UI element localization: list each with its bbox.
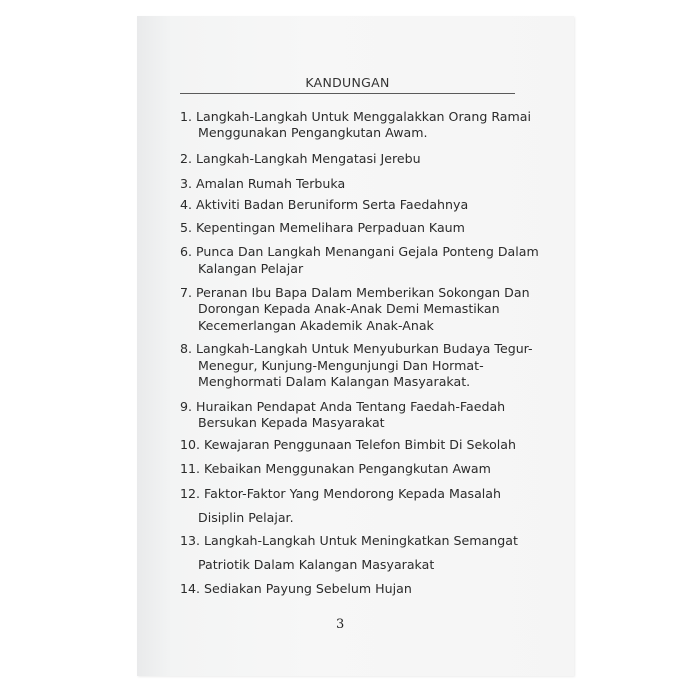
page-number: 3 <box>336 617 345 632</box>
contents-heading: KANDUNGAN <box>305 75 390 90</box>
toc-entry-12-line-1: 12. Faktor-Faktor Yang Mendorong Kepada Masalah <box>180 486 502 501</box>
heading-underline <box>180 93 515 94</box>
toc-entry-6-line-1: 6. Punca Dan Langkah Menangani Gejala Ponteng Dalam <box>180 244 539 259</box>
toc-entry-8-line-1: 8. Langkah-Langkah Untuk Menyuburkan Budaya Tegur- <box>180 341 533 356</box>
toc-entry-5: 5. Kepentingan Memelihara Perpaduan Kaum <box>180 220 465 235</box>
toc-entry-12-line-2: Disiplin Pelajar. <box>198 510 294 525</box>
toc-entry-2: 2. Langkah-Langkah Mengatasi Jerebu <box>180 151 421 166</box>
toc-entry-7-line-3: Kecemerlangan Akademik Anak-Anak <box>198 318 434 333</box>
toc-entry-9-line-2: Bersukan Kepada Masyarakat <box>198 415 385 430</box>
toc-entry-11: 11. Kebaikan Menggunakan Pengangkutan Awam <box>180 461 491 476</box>
toc-entry-7-line-1: 7. Peranan Ibu Bapa Dalam Memberikan Sokongan Dan <box>180 285 530 300</box>
toc-entry-1-line-1: 1. Langkah-Langkah Untuk Menggalakkan Orang Ramai <box>180 109 531 124</box>
toc-entry-8-line-2: Menegur, Kunjung-Mengunjungi Dan Hormat- <box>198 358 484 373</box>
toc-entry-4: 4. Aktiviti Badan Beruniform Serta Faedahnya <box>180 197 469 212</box>
toc-entry-13-line-1: 13. Langkah-Langkah Untuk Meningkatkan Semangat <box>180 533 518 548</box>
toc-entry-1-line-2: Menggunakan Pengangkutan Awam. <box>198 125 428 140</box>
toc-entry-6-line-2: Kalangan Pelajar <box>198 261 304 276</box>
toc-entry-9-line-1: 9. Huraikan Pendapat Anda Tentang Faedah-Faedah <box>180 399 506 414</box>
toc-entry-10: 10. Kewajaran Penggunaan Telefon Bimbit Di Sekolah <box>180 437 516 452</box>
toc-entry-13-line-2: Patriotik Dalam Kalangan Masyarakat <box>198 557 435 572</box>
toc-entry-3: 3. Amalan Rumah Terbuka <box>180 176 346 191</box>
toc-entry-8-line-3: Menghormati Dalam Kalangan Masyarakat. <box>198 374 471 389</box>
toc-entry-7-line-2: Dorongan Kepada Anak-Anak Demi Memastikan <box>198 301 500 316</box>
toc-entry-14: 14. Sediakan Payung Sebelum Hujan <box>180 581 412 596</box>
